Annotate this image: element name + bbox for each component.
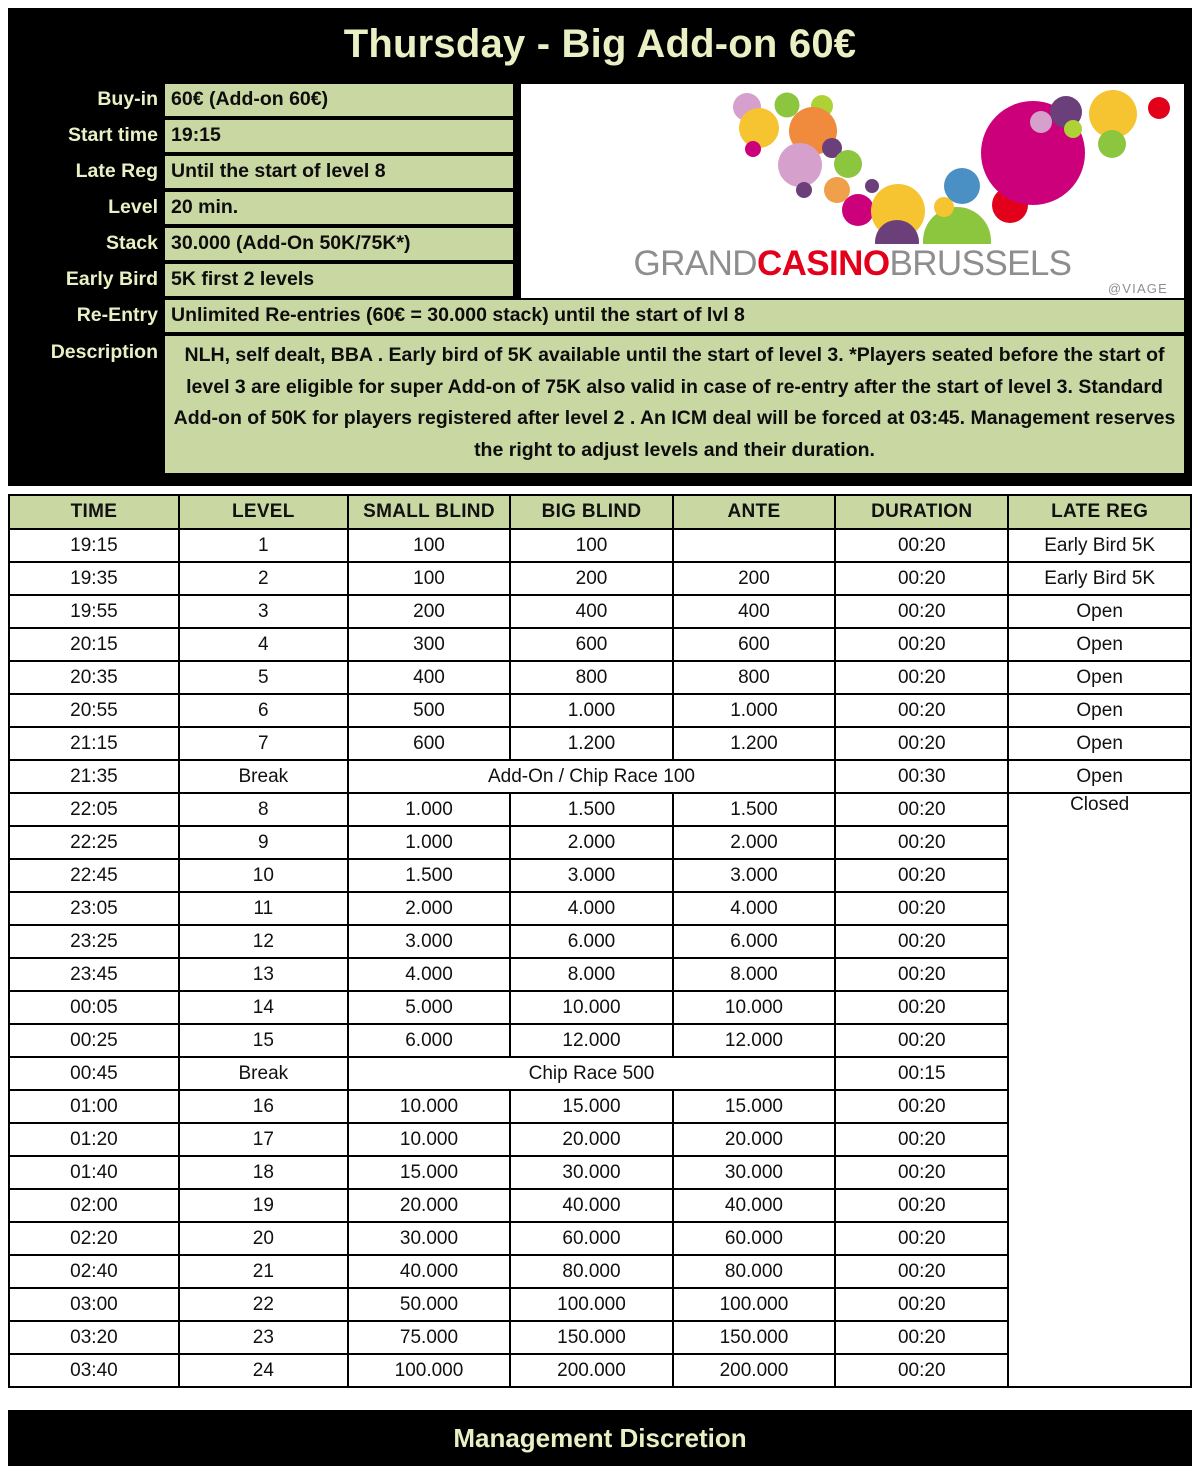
cell-time: 02:00 (9, 1189, 179, 1222)
logo-word-brussels: BRUSSELS (889, 244, 1072, 283)
cell-level: 8 (179, 793, 348, 826)
cell-level: 5 (179, 661, 348, 694)
cell-break-text: Add-On / Chip Race 100 (348, 760, 835, 793)
cell-ante: 4.000 (673, 892, 835, 925)
cell-big-blind: 2.000 (510, 826, 672, 859)
cell-level: 7 (179, 727, 348, 760)
cell-level: 20 (179, 1222, 348, 1255)
cell-small-blind: 600 (348, 727, 510, 760)
cell-duration: 00:20 (835, 694, 1008, 727)
cell-level: 23 (179, 1321, 348, 1354)
cell-small-blind: 2.000 (348, 892, 510, 925)
cell-small-blind: 100.000 (348, 1354, 510, 1387)
info-label-description: Description (50, 341, 158, 363)
table-row-break (9, 760, 1191, 793)
cell-time: 00:45 (9, 1057, 179, 1090)
page-title: Thursday - Big Add-on 60€ (343, 21, 857, 66)
cell-time: 23:05 (9, 892, 179, 925)
cell-small-blind: 50.000 (348, 1288, 510, 1321)
cell-late-reg: Open (1008, 694, 1191, 727)
info-label-early-bird: Early Bird (65, 268, 158, 291)
info-value-description: NLH, self dealt, BBA . Early bird of 5K available until the start of level 3. *Players seated before the start of level 3 are eligible for super Add-on of 75K also valid in case of re-entry after the start of level 3. Standard Add-on of 50K for players registered after level 2 . An ICM deal will be forced at 03:45. Management reserves the right to adjust levels and their duration. (165, 336, 1184, 473)
header-panel (8, 8, 1192, 486)
cell-time: 01:40 (9, 1156, 179, 1189)
cell-big-blind: 4.000 (510, 892, 672, 925)
cell-time: 00:25 (9, 1024, 179, 1057)
blind-structure-table (8, 494, 1192, 1388)
cell-ante: 12.000 (673, 1024, 835, 1057)
cell-ante: 2.000 (673, 826, 835, 859)
cell-time: 23:45 (9, 958, 179, 991)
cell-late-reg: Open (1008, 727, 1191, 760)
table-row (9, 694, 1191, 727)
info-label-level: Level (108, 196, 158, 219)
cell-small-blind: 3.000 (348, 925, 510, 958)
cell-duration: 00:20 (835, 1222, 1008, 1255)
column-header-time: TIME (9, 495, 179, 529)
cell-duration: 00:20 (835, 628, 1008, 661)
cell-duration: 00:20 (835, 1189, 1008, 1222)
cell-late-reg: Open (1008, 595, 1191, 628)
logo-word-grand: GRAND (633, 244, 757, 283)
cell-big-blind: 40.000 (510, 1189, 672, 1222)
info-value-level: 20 min. (165, 192, 513, 224)
cell-level: 6 (179, 694, 348, 727)
cell-duration: 00:20 (835, 859, 1008, 892)
cell-ante: 80.000 (673, 1255, 835, 1288)
cell-late-reg: Early Bird 5K (1008, 529, 1191, 562)
cell-time: 19:15 (9, 529, 179, 562)
table-row (9, 562, 1191, 595)
cell-duration: 00:20 (835, 661, 1008, 694)
cell-duration: 00:20 (835, 1321, 1008, 1354)
table-row (9, 793, 1191, 826)
cell-ante: 200 (673, 562, 835, 595)
cell-level: 18 (179, 1156, 348, 1189)
cell-duration: 00:20 (835, 991, 1008, 1024)
cell-time: 02:20 (9, 1222, 179, 1255)
cell-small-blind: 6.000 (348, 1024, 510, 1057)
logo-subtitle-viage: @VIAGE (1107, 281, 1168, 296)
table-row (9, 628, 1191, 661)
cell-small-blind: 400 (348, 661, 510, 694)
cell-duration: 00:20 (835, 595, 1008, 628)
cell-duration: 00:20 (835, 727, 1008, 760)
cell-time: 23:25 (9, 925, 179, 958)
cell-duration: 00:20 (835, 1123, 1008, 1156)
cell-level-break: Break (179, 1057, 348, 1090)
cell-time: 19:35 (9, 562, 179, 595)
cell-ante: 15.000 (673, 1090, 835, 1123)
blind-structure-table-wrapper (8, 494, 1192, 1388)
table-body (9, 529, 1191, 1387)
cell-small-blind: 30.000 (348, 1222, 510, 1255)
cell-big-blind: 30.000 (510, 1156, 672, 1189)
table-row (9, 529, 1191, 562)
table-header-row (9, 495, 1191, 529)
cell-big-blind: 1.500 (510, 793, 672, 826)
cell-big-blind: 800 (510, 661, 672, 694)
info-label-late-reg: Late Reg (75, 160, 158, 183)
cell-time: 20:15 (9, 628, 179, 661)
cell-duration: 00:20 (835, 1255, 1008, 1288)
table-row (9, 727, 1191, 760)
cell-ante: 40.000 (673, 1189, 835, 1222)
cell-big-blind: 200 (510, 562, 672, 595)
cell-big-blind: 15.000 (510, 1090, 672, 1123)
cell-time: 01:00 (9, 1090, 179, 1123)
cell-ante: 30.000 (673, 1156, 835, 1189)
cell-duration: 00:20 (835, 1024, 1008, 1057)
cell-big-blind: 60.000 (510, 1222, 672, 1255)
cell-big-blind: 100.000 (510, 1288, 672, 1321)
cell-big-blind: 1.000 (510, 694, 672, 727)
cell-small-blind: 200 (348, 595, 510, 628)
cell-time: 02:40 (9, 1255, 179, 1288)
cell-time: 03:40 (9, 1354, 179, 1387)
cell-small-blind: 100 (348, 562, 510, 595)
cell-break-text: Chip Race 500 (348, 1057, 835, 1090)
cell-duration: 00:20 (835, 892, 1008, 925)
cell-small-blind: 75.000 (348, 1321, 510, 1354)
cell-level: 12 (179, 925, 348, 958)
cell-big-blind: 20.000 (510, 1123, 672, 1156)
info-label-start-time: Start time (68, 124, 158, 147)
info-value-late-reg: Until the start of level 8 (165, 156, 513, 188)
cell-small-blind: 40.000 (348, 1255, 510, 1288)
info-value-stack: 30.000 (Add-On 50K/75K*) (165, 228, 513, 260)
cell-late-reg: Early Bird 5K (1008, 562, 1191, 595)
cell-time: 22:25 (9, 826, 179, 859)
cell-ante: 400 (673, 595, 835, 628)
cell-level: 24 (179, 1354, 348, 1387)
cell-duration: 00:20 (835, 1156, 1008, 1189)
cell-time: 20:55 (9, 694, 179, 727)
cell-level: 15 (179, 1024, 348, 1057)
cell-duration: 00:20 (835, 1090, 1008, 1123)
cell-small-blind: 20.000 (348, 1189, 510, 1222)
cell-small-blind: 4.000 (348, 958, 510, 991)
cell-small-blind: 5.000 (348, 991, 510, 1024)
info-value-start-time: 19:15 (165, 120, 513, 152)
cell-ante: 600 (673, 628, 835, 661)
casino-logo (521, 84, 1184, 298)
column-header-small-blind: SMALL BLIND (348, 495, 510, 529)
column-header-late-reg: LATE REG (1008, 495, 1191, 529)
cell-ante: 1.500 (673, 793, 835, 826)
cell-ante: 6.000 (673, 925, 835, 958)
cell-ante: 60.000 (673, 1222, 835, 1255)
cell-late-reg: Open (1008, 661, 1191, 694)
column-header-level: LEVEL (179, 495, 348, 529)
cell-small-blind: 10.000 (348, 1123, 510, 1156)
info-row-reentry (8, 300, 1192, 332)
cell-duration: 00:20 (835, 826, 1008, 859)
cell-level-break: Break (179, 760, 348, 793)
cell-duration: 00:20 (835, 1288, 1008, 1321)
cell-ante: 200.000 (673, 1354, 835, 1387)
cell-small-blind: 100 (348, 529, 510, 562)
cell-ante: 20.000 (673, 1123, 835, 1156)
cell-time: 22:05 (9, 793, 179, 826)
cell-big-blind: 150.000 (510, 1321, 672, 1354)
cell-level: 16 (179, 1090, 348, 1123)
cell-duration: 00:20 (835, 793, 1008, 826)
cell-big-blind: 8.000 (510, 958, 672, 991)
info-label-stack: Stack (105, 232, 158, 255)
cell-small-blind: 1.000 (348, 793, 510, 826)
cell-small-blind: 15.000 (348, 1156, 510, 1189)
cell-late-reg-closed: Closed (1008, 793, 1191, 1387)
cell-small-blind: 1.000 (348, 826, 510, 859)
cell-level: 3 (179, 595, 348, 628)
cell-time: 20:35 (9, 661, 179, 694)
column-header-ante: ANTE (673, 495, 835, 529)
cell-ante: 10.000 (673, 991, 835, 1024)
footer-bar (8, 1410, 1192, 1466)
cell-ante: 800 (673, 661, 835, 694)
logo-word-casino: CASINO (756, 244, 890, 283)
cell-duration: 00:20 (835, 562, 1008, 595)
column-header-duration: DURATION (835, 495, 1008, 529)
cell-big-blind: 100 (510, 529, 672, 562)
cell-big-blind: 600 (510, 628, 672, 661)
cell-big-blind: 1.200 (510, 727, 672, 760)
cell-duration: 00:20 (835, 1354, 1008, 1387)
cell-level: 17 (179, 1123, 348, 1156)
cell-big-blind: 12.000 (510, 1024, 672, 1057)
info-value-buyin: 60€ (Add-on 60€) (165, 84, 513, 116)
cell-level: 1 (179, 529, 348, 562)
logo-v-dots-icon (521, 86, 1184, 244)
cell-level: 14 (179, 991, 348, 1024)
cell-big-blind: 10.000 (510, 991, 672, 1024)
cell-duration: 00:15 (835, 1057, 1008, 1090)
cell-big-blind: 200.000 (510, 1354, 672, 1387)
cell-ante: 150.000 (673, 1321, 835, 1354)
table-header (9, 495, 1191, 529)
cell-level: 19 (179, 1189, 348, 1222)
cell-small-blind: 500 (348, 694, 510, 727)
title-bar (8, 8, 1192, 80)
cell-ante: 3.000 (673, 859, 835, 892)
cell-time: 00:05 (9, 991, 179, 1024)
cell-small-blind: 10.000 (348, 1090, 510, 1123)
cell-late-reg: Open (1008, 628, 1191, 661)
cell-duration: 00:20 (835, 529, 1008, 562)
footer-text: Management Discretion (453, 1422, 747, 1453)
cell-big-blind: 80.000 (510, 1255, 672, 1288)
cell-time: 19:55 (9, 595, 179, 628)
cell-level: 10 (179, 859, 348, 892)
column-header-big-blind: BIG BLIND (510, 495, 672, 529)
cell-level: 22 (179, 1288, 348, 1321)
cell-time: 01:20 (9, 1123, 179, 1156)
cell-duration: 00:20 (835, 958, 1008, 991)
cell-time: 22:45 (9, 859, 179, 892)
cell-small-blind: 300 (348, 628, 510, 661)
info-row-description (8, 336, 1192, 473)
info-label-reentry: Re-Entry (76, 304, 158, 327)
cell-level: 4 (179, 628, 348, 661)
cell-time: 03:00 (9, 1288, 179, 1321)
cell-late-reg: Open (1008, 760, 1191, 793)
cell-level: 2 (179, 562, 348, 595)
cell-level: 13 (179, 958, 348, 991)
cell-duration: 00:30 (835, 760, 1008, 793)
table-row (9, 595, 1191, 628)
cell-big-blind: 3.000 (510, 859, 672, 892)
cell-level: 21 (179, 1255, 348, 1288)
cell-time: 21:15 (9, 727, 179, 760)
cell-big-blind: 6.000 (510, 925, 672, 958)
cell-level: 11 (179, 892, 348, 925)
cell-ante: 100.000 (673, 1288, 835, 1321)
cell-ante: 1.200 (673, 727, 835, 760)
cell-level: 9 (179, 826, 348, 859)
cell-small-blind: 1.500 (348, 859, 510, 892)
info-value-reentry: Unlimited Re-entries (60€ = 30.000 stack) until the start of lvl 8 (165, 300, 1184, 332)
cell-time: 03:20 (9, 1321, 179, 1354)
cell-ante (673, 529, 835, 562)
cell-ante: 8.000 (673, 958, 835, 991)
cell-big-blind: 400 (510, 595, 672, 628)
info-label-buyin: Buy-in (97, 88, 158, 111)
table-row (9, 661, 1191, 694)
info-value-early-bird: 5K first 2 levels (165, 264, 513, 296)
cell-ante: 1.000 (673, 694, 835, 727)
logo-wordmark (521, 244, 1184, 284)
cell-time: 21:35 (9, 760, 179, 793)
cell-duration: 00:20 (835, 925, 1008, 958)
